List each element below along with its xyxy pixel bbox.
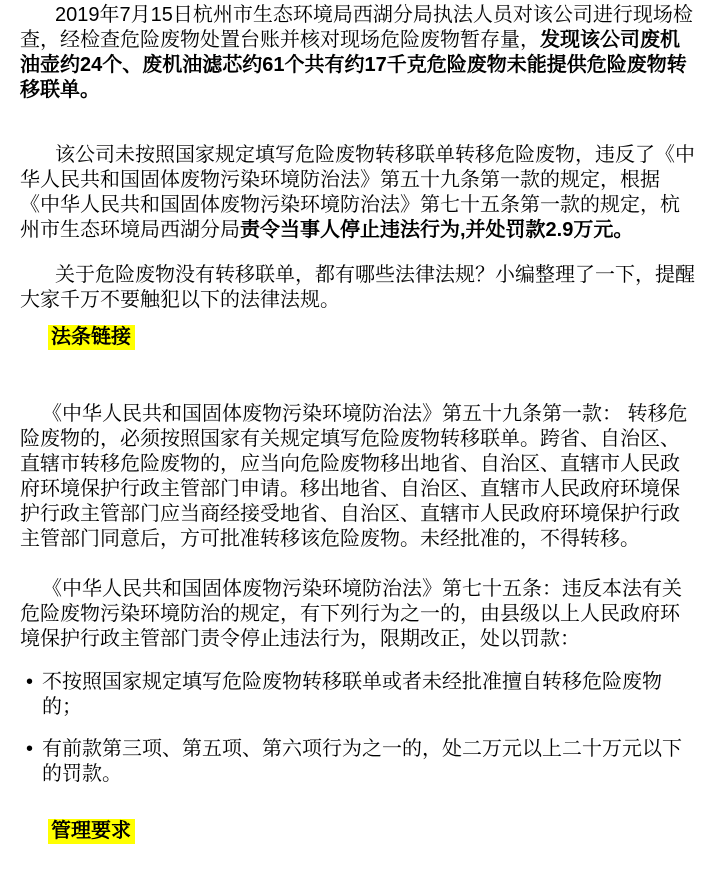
section-heading-law-links-row [48, 325, 699, 350]
paragraph-case-inspection [20, 3, 699, 103]
list-item-no-manifest: • 不按照国家规定填写危险废物转移联单或者未经批准擅自转移危险废物的； [20, 670, 699, 720]
paragraph-article-75: 《中华人民共和国固体废物污染环境防治法》第七十五条：违反本法有关危险废物污染环境防治的规定，有下列行为之一的，由县级以上人民政府环境保护行政主管部门责令停止违法行为，限期改正，处以罚款： [20, 578, 682, 650]
paragraph-penalty-decision [20, 143, 699, 243]
penalty-bullet-list [20, 670, 699, 787]
penalty-decision-bold: 责令当事人停止违法行为,并处罚款2.9万元。 [240, 219, 634, 241]
section-heading-management-row [48, 819, 699, 844]
section-heading-management: 管理要求 [48, 819, 135, 844]
section-heading-law-links: 法条链接 [48, 325, 135, 350]
paragraph-article-59: 《中华人民共和国固体废物污染环境防治法》第五十九条第一款： 转移危险废物的，必须按照国家有关规定填写危险废物转移联单。跨省、自治区、直辖市转移危险废物的，应当向危险废物移出地省、自治区、直辖市人民政府环境保护行政主管部门申请。移出地省、自治区、直辖市人民政府环境保护行政主管部门应当商经接受地省、自治区、直辖市人民政府环境保护行政主管部门同意后，方可批准转移该危险废物。未经批准的，不得转移。 [20, 403, 688, 550]
list-item-fine-range: • 有前款第三项、第五项、第六项行为之一的，处二万元以上二十万元以下的罚款。 [20, 737, 699, 787]
paragraph-intro: 关于危险废物没有转移联单，都有哪些法律法规？小编整理了一下，提醒大家千万不要触犯以下的法律法规。 [20, 264, 695, 311]
case-inspection-finding-bold: 发现该公司废机油壶约24个、废机油滤芯约61个共有约17千克危险废物未能提供危险废物转移联单。 [20, 29, 687, 101]
penalty-decision-text: 该公司未按照国家规定填写危险废物转移联单转移危险废物，违反了《中华人民共和国固体废物污染环境防治法》第五十九条第一款的规定，根据《中华人民共和国固体废物污染环境防治法》第七十五条第一款的规定，杭州市生态环境局西湖分局 [20, 144, 695, 241]
case-inspection-text: 2019年7月15日杭州市生态环境局西湖分局执法人员对该公司进行现场检查，经检查危险废物处置台账并核对现场危险废物暂存量， [20, 4, 693, 51]
